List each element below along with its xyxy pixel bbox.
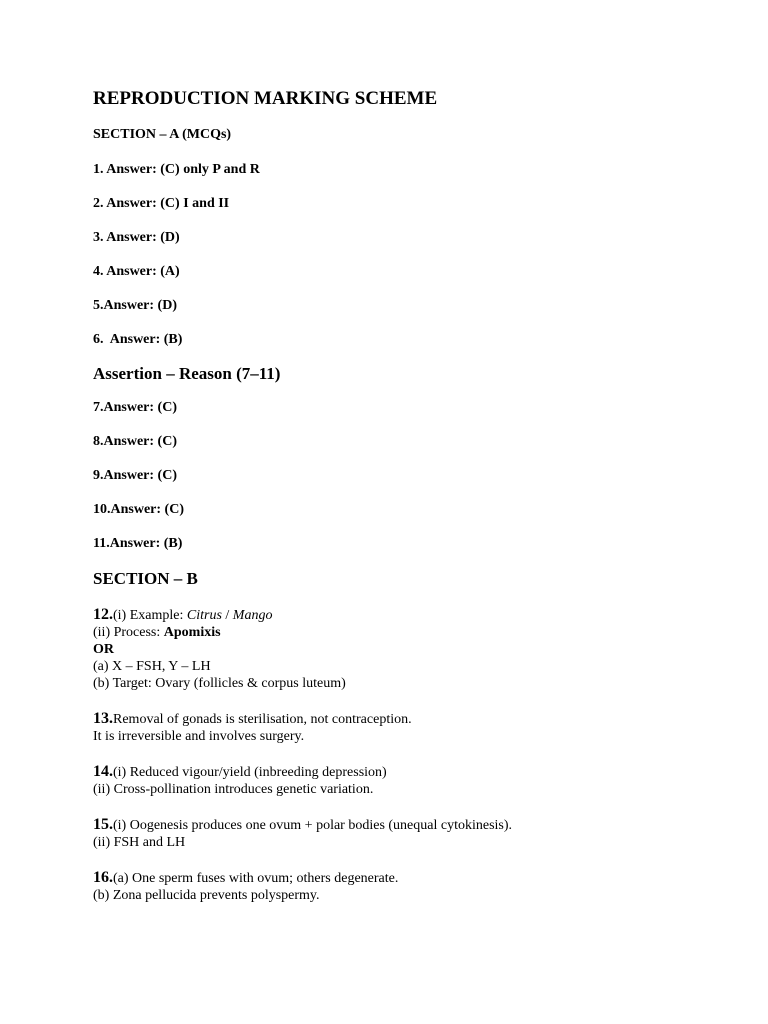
question-number: 14. [93,763,113,780]
question-14-answer [93,763,733,798]
q12-process-label: (ii) Process: [93,625,164,640]
question-number: 13. [93,710,113,727]
q13-text-1: Removal of gonads is sterilisation, not contraception. [113,712,412,727]
q12-line-4: (b) Target: Ovary (follicles & corpus luteum) [93,676,346,691]
q12-or: OR [93,642,114,657]
q14-line-1 [93,763,733,781]
question-15-answer [93,816,733,851]
q14-line-2: (ii) Cross-pollination introduces genetic variation. [93,782,374,797]
question-16-answer [93,869,733,904]
q12-line-3: (a) X – FSH, Y – LH [93,659,211,674]
q15-line-1 [93,816,733,834]
mcq-answer-4: 4. Answer: (A) [93,264,180,279]
q12-example-citrus: Citrus [186,608,222,623]
question-number: 12. [93,606,113,623]
q12-line-1 [93,606,733,624]
question-number: 15. [93,816,113,833]
q16-text-1: (a) One sperm fuses with ovum; others degenerate. [113,871,399,886]
q12-line-2 [93,624,733,641]
ar-answer-9: 9.Answer: (C) [93,468,177,483]
q12-example-separator: / [221,608,233,623]
q16-line-2: (b) Zona pellucida prevents polyspermy. [93,888,320,903]
q16-line-1 [93,869,733,887]
marking-scheme-page [93,88,733,904]
document-title: REPRODUCTION MARKING SCHEME [93,88,438,109]
ar-answer-8: 8.Answer: (C) [93,434,177,449]
section-b-heading: SECTION – B [93,569,198,588]
section-a-heading: SECTION – A (MCQs) [93,127,232,142]
question-13-answer [93,710,733,745]
q13-line-1 [93,710,733,728]
mcq-answer-3: 3. Answer: (D) [93,230,180,245]
q15-text-1: (i) Oogenesis produces one ovum + polar bodies (unequal cytokinesis). [113,818,513,833]
assertion-reason-heading: Assertion – Reason (7–11) [93,364,281,383]
q15-line-2: (ii) FSH and LH [93,835,186,850]
q12-process-value: Apomixis [163,625,221,640]
ar-answer-10: 10.Answer: (C) [93,502,184,517]
q12-example-label: (i) Example: [113,608,187,623]
mcq-answer-6: 6. Answer: (B) [93,332,183,347]
mcq-answer-2: 2. Answer: (C) I and II [93,196,230,211]
ar-answer-7: 7.Answer: (C) [93,400,177,415]
q13-line-2: It is irreversible and involves surgery. [93,729,305,744]
q12-example-mango: Mango [232,608,273,623]
question-number: 16. [93,869,113,886]
mcq-answer-5: 5.Answer: (D) [93,298,177,313]
ar-answer-11: 11.Answer: (B) [93,536,183,551]
q14-text-1: (i) Reduced vigour/yield (inbreeding depression) [113,765,387,780]
mcq-answer-1: 1. Answer: (C) only P and R [93,162,260,177]
question-12-answer [93,606,733,692]
